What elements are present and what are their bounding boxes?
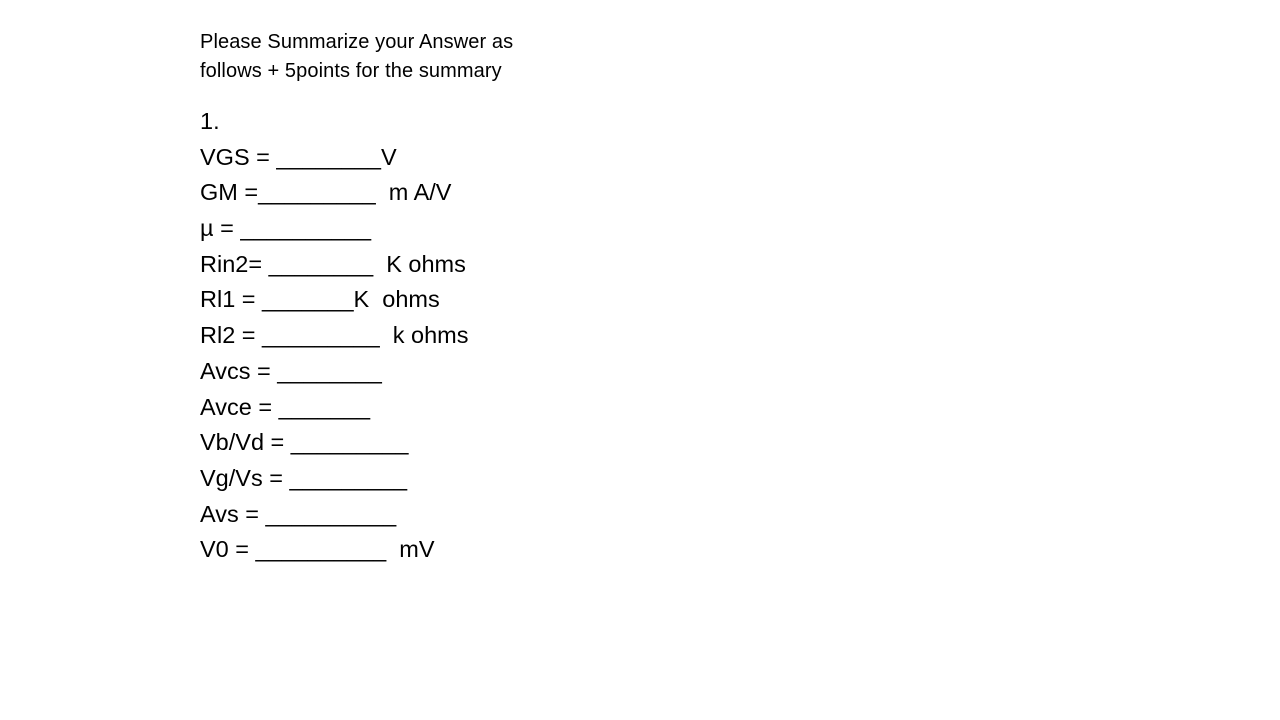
answer-avcs: Avcs = ________ [200,357,382,384]
instructions-text [200,28,900,86]
answer-avce: Avce = _______ [200,393,371,420]
answer-gm: GM =_________ m A/V [200,179,452,206]
answer-rin2: Rin2= ________ K ohms [200,250,466,277]
question-number: 1. [200,108,220,134]
answer-summary-list [200,104,900,568]
answer-avs: Avs = __________ [200,500,397,527]
instructions-line-2: follows + 5points for the summary [200,60,502,82]
answer-rl2: Rl2 = _________ k ohms [200,322,469,349]
answer-vb-vd: Vb/Vd = _________ [200,429,409,456]
answer-mu: µ = __________ [200,215,372,242]
instructions-line-1: Please Summarize your Answer as [200,31,514,53]
answer-vg-vs: Vg/Vs = _________ [200,464,408,491]
answer-vgs: VGS = ________V [200,143,397,170]
slide-content [200,28,900,568]
answer-rl1: Rl1 = _______K ohms [200,286,440,313]
answer-v0: V0 = __________ mV [200,536,435,563]
